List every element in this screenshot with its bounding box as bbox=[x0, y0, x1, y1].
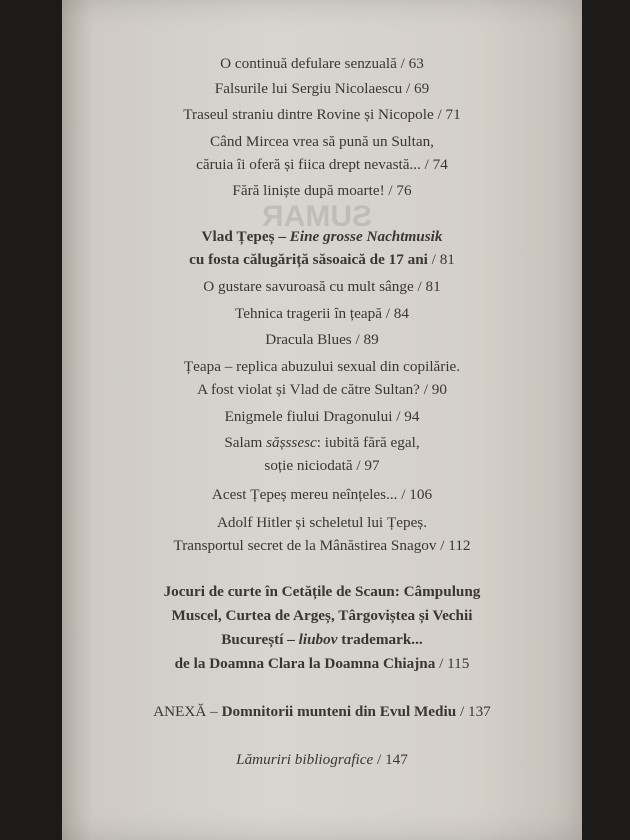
toc-entry: A fost violat și Vlad de către Sultan? / 90 bbox=[197, 381, 447, 398]
toc-bibliography bbox=[62, 751, 582, 769]
toc-page-number: / 147 bbox=[373, 751, 408, 768]
book-page bbox=[62, 0, 582, 840]
toc-annex bbox=[62, 703, 582, 721]
toc-entry: Enigmele fiului Dragonului / 94 bbox=[224, 408, 420, 425]
toc-section-title bbox=[62, 251, 582, 269]
toc-section-title: Muscel, Curtea de Argeș, Târgoviștea și Vechii bbox=[171, 607, 473, 624]
toc-entry: Acest Țepeș mereu neînțeles... / 106 bbox=[211, 486, 433, 503]
toc-entry: soție niciodată / 97 bbox=[264, 457, 380, 474]
toc-entry: Transportul secret de la Mânăstirea Snagov / 112 bbox=[173, 537, 471, 554]
toc-section-title-italic: Eine grosse Nachtmusik bbox=[289, 228, 443, 245]
toc-entry: Dracula Blues / 89 bbox=[265, 331, 379, 348]
toc-page-number: / 115 bbox=[435, 655, 470, 672]
toc-entry: Fără liniște după moarte! / 76 bbox=[232, 182, 412, 199]
toc-page-number: / 81 bbox=[427, 251, 455, 268]
table-of-contents bbox=[62, 0, 582, 840]
toc-entry: Țeapa – replica abuzului sexual din copilărie. bbox=[183, 358, 461, 375]
toc-entry: O continuă defulare senzuală / 63 bbox=[220, 55, 424, 72]
toc-entry: O gustare savuroasă cu mult sânge / 81 bbox=[203, 278, 441, 295]
toc-page-number: / 137 bbox=[456, 703, 491, 720]
toc-section-title: Jocuri de curte în Cetățile de Scaun: Câmpulung bbox=[163, 583, 481, 600]
toc-section-title bbox=[62, 631, 582, 649]
toc-section-title-part: cu fosta călugăriță săsoaică de 17 ani bbox=[189, 251, 428, 268]
toc-section-title bbox=[62, 228, 582, 246]
toc-entry: Când Mircea vrea să pună un Sultan, bbox=[210, 133, 434, 150]
toc-section-title-part: Bucureștí – bbox=[221, 631, 299, 648]
toc-entry-part: : iubită fără egal, bbox=[316, 434, 420, 451]
toc-bibliography-title: Lămuriri bibliografice bbox=[236, 751, 374, 768]
toc-entry-part: Salam bbox=[224, 434, 267, 451]
toc-entry: Falsurile lui Sergiu Nicolaescu / 69 bbox=[214, 80, 430, 97]
toc-section-title-part: Vlad Țepeș – bbox=[201, 228, 290, 245]
toc-entry: Traseul straniu dintre Rovine și Nicopole / 71 bbox=[183, 106, 461, 123]
toc-annex-label: ANEXĂ – bbox=[153, 703, 222, 720]
toc-annex-title: Domnitorii munteni din Evul Mediu bbox=[221, 703, 457, 720]
toc-entry: căruia îi oferă și fiica drept nevastă... / 74 bbox=[196, 156, 448, 173]
toc-entry bbox=[62, 434, 582, 452]
toc-section-title-part: de la Doamna Clara la Doamna Chiajna bbox=[174, 655, 436, 672]
toc-entry: Adolf Hitler și scheletul lui Țepeș. bbox=[216, 514, 428, 531]
toc-entry: Tehnica tragerii în țeapă / 84 bbox=[235, 305, 409, 322]
toc-section-title-part: trademark... bbox=[337, 631, 423, 648]
toc-section-title bbox=[62, 655, 582, 673]
bleed-through-text: SUMAR bbox=[262, 200, 372, 233]
toc-entry-italic: sășssesc bbox=[266, 434, 317, 451]
toc-section-title-italic: liubov bbox=[298, 631, 338, 648]
